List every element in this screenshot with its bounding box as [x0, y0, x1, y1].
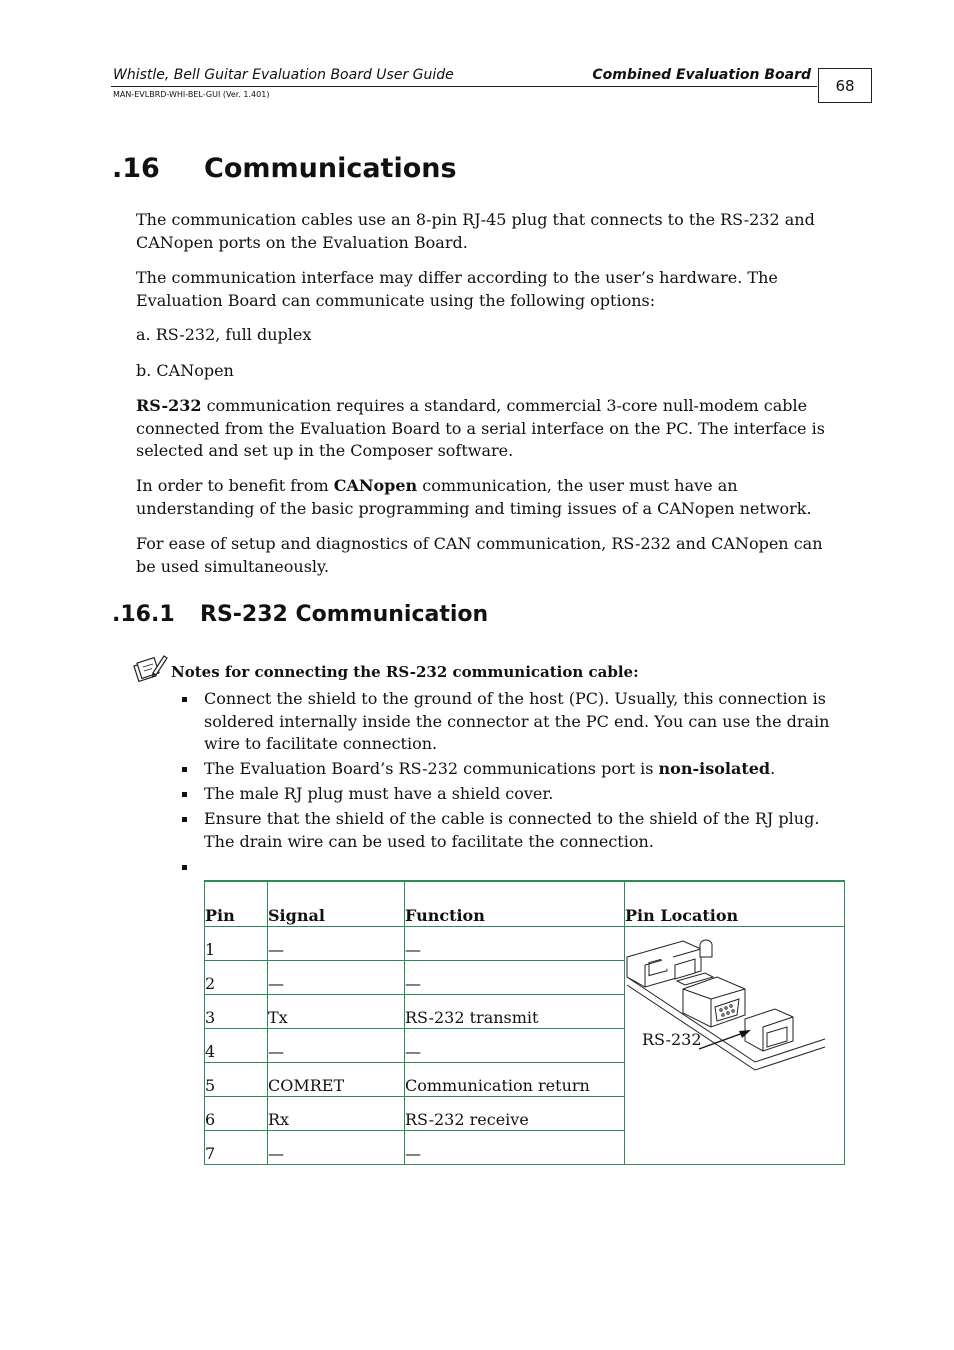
table-cell: Rx — [268, 1097, 405, 1131]
rs232-label: RS-232 — [642, 1030, 702, 1049]
column-header: Function — [405, 881, 625, 927]
bold-term: RS-232 — [136, 396, 202, 415]
table-cell: 3 — [205, 995, 268, 1029]
option-item: a. RS-232, full duplex — [136, 325, 312, 344]
list-item-text: The male RJ plug must have a shield cover. — [204, 784, 554, 803]
table-cell: — — [405, 961, 625, 995]
table-header-row — [205, 881, 845, 927]
note-title: Notes for connecting the RS-232 communication cable: — [171, 663, 639, 681]
paragraph-text: communication, the user must have an understanding of the basic programming and timing issues of a CANopen network. — [136, 476, 812, 518]
paragraph-text: In order to benefit from — [136, 476, 334, 495]
column-header: Pin Location — [625, 881, 845, 927]
table-cell: COMRET — [268, 1063, 405, 1097]
section-heading — [112, 153, 457, 184]
bullet-square-icon — [182, 767, 187, 772]
table-cell: — — [405, 1029, 625, 1063]
table-cell: Communication return — [405, 1063, 625, 1097]
column-header: Signal — [268, 881, 405, 927]
list-item — [180, 688, 850, 756]
bold-term: non-isolated — [658, 759, 771, 778]
section-number: .16 — [112, 153, 160, 184]
paragraph: For ease of setup and diagnostics of CAN communication, RS-232 and CANopen can be used simultaneously. — [136, 534, 823, 576]
paragraph — [136, 475, 836, 520]
list-item — [180, 758, 850, 781]
table-cell: — — [268, 927, 405, 961]
bullet-square-icon — [182, 817, 187, 822]
option-item: b. CANopen — [136, 361, 234, 380]
bullet-square-icon — [182, 792, 187, 797]
list-item — [180, 808, 850, 853]
table-row — [205, 927, 845, 961]
document-code: MAN-EVLBRD-WHI-BEL-GUI (Ver. 1.401) — [113, 90, 270, 99]
paragraph: The communication interface may differ according to the user’s hardware. The Evaluation Board can communicate using the following options: — [136, 268, 778, 310]
rs232-connector-image — [625, 937, 843, 1077]
list-item — [180, 856, 850, 878]
table-cell: 4 — [205, 1029, 268, 1063]
list-item-text: The Evaluation Board’s RS-232 communications port is — [204, 759, 659, 778]
list-item-text: Connect the shield to the ground of the host (PC). Usually, this connection is soldered internally inside the connector at the PC end. You can use the drain wire to facilitate connection. — [204, 689, 830, 753]
column-header: Pin — [205, 881, 268, 927]
subsection-title: RS-232 Communication — [200, 602, 489, 627]
paragraph: The communication cables use an 8-pin RJ-45 plug that connects to the RS-232 and CANopen ports on the Evaluation Board. — [136, 210, 815, 252]
table-cell: RS-232 receive — [405, 1097, 625, 1131]
paragraph-text: communication requires a standard, commercial 3-core null-modem cable connected from the Evaluation Board to a serial interface on the PC. The interface is selected and set up in the Composer software. — [136, 396, 825, 460]
table-cell: — — [268, 961, 405, 995]
table-cell: 5 — [205, 1063, 268, 1097]
subsection-heading — [112, 602, 488, 627]
table-cell: — — [405, 1131, 625, 1165]
table-cell: 1 — [205, 927, 268, 961]
list-item-text: Ensure that the shield of the cable is connected to the shield of the RJ plug. The drain wire can be used to facilitate the connection. — [204, 809, 820, 851]
section-title: Communications — [204, 153, 457, 184]
page-number: 68 — [818, 68, 872, 103]
table-cell: — — [268, 1029, 405, 1063]
pin-table — [204, 880, 845, 1165]
header-rule — [111, 86, 817, 87]
document-title: Whistle, Bell Guitar Evaluation Board User Guide — [113, 67, 454, 83]
table-cell: — — [268, 1131, 405, 1165]
table-cell: RS-232 transmit — [405, 995, 625, 1029]
list-item-text: . — [770, 759, 776, 778]
subsection-number: .16.1 — [112, 602, 175, 627]
header-section-name: Combined Evaluation Board — [592, 67, 811, 83]
bullet-square-icon — [182, 697, 187, 702]
table-cell: — — [405, 927, 625, 961]
bold-term: CANopen — [333, 476, 418, 495]
note-pen-icon — [133, 651, 169, 683]
paragraph — [136, 395, 836, 463]
list-item — [180, 783, 850, 806]
pin-location-cell — [625, 927, 845, 1165]
bullet-square-icon — [182, 865, 187, 870]
table-cell: 6 — [205, 1097, 268, 1131]
table-cell: 7 — [205, 1131, 268, 1165]
table-cell: Tx — [268, 995, 405, 1029]
notes-list — [180, 688, 850, 880]
table-cell: 2 — [205, 961, 268, 995]
